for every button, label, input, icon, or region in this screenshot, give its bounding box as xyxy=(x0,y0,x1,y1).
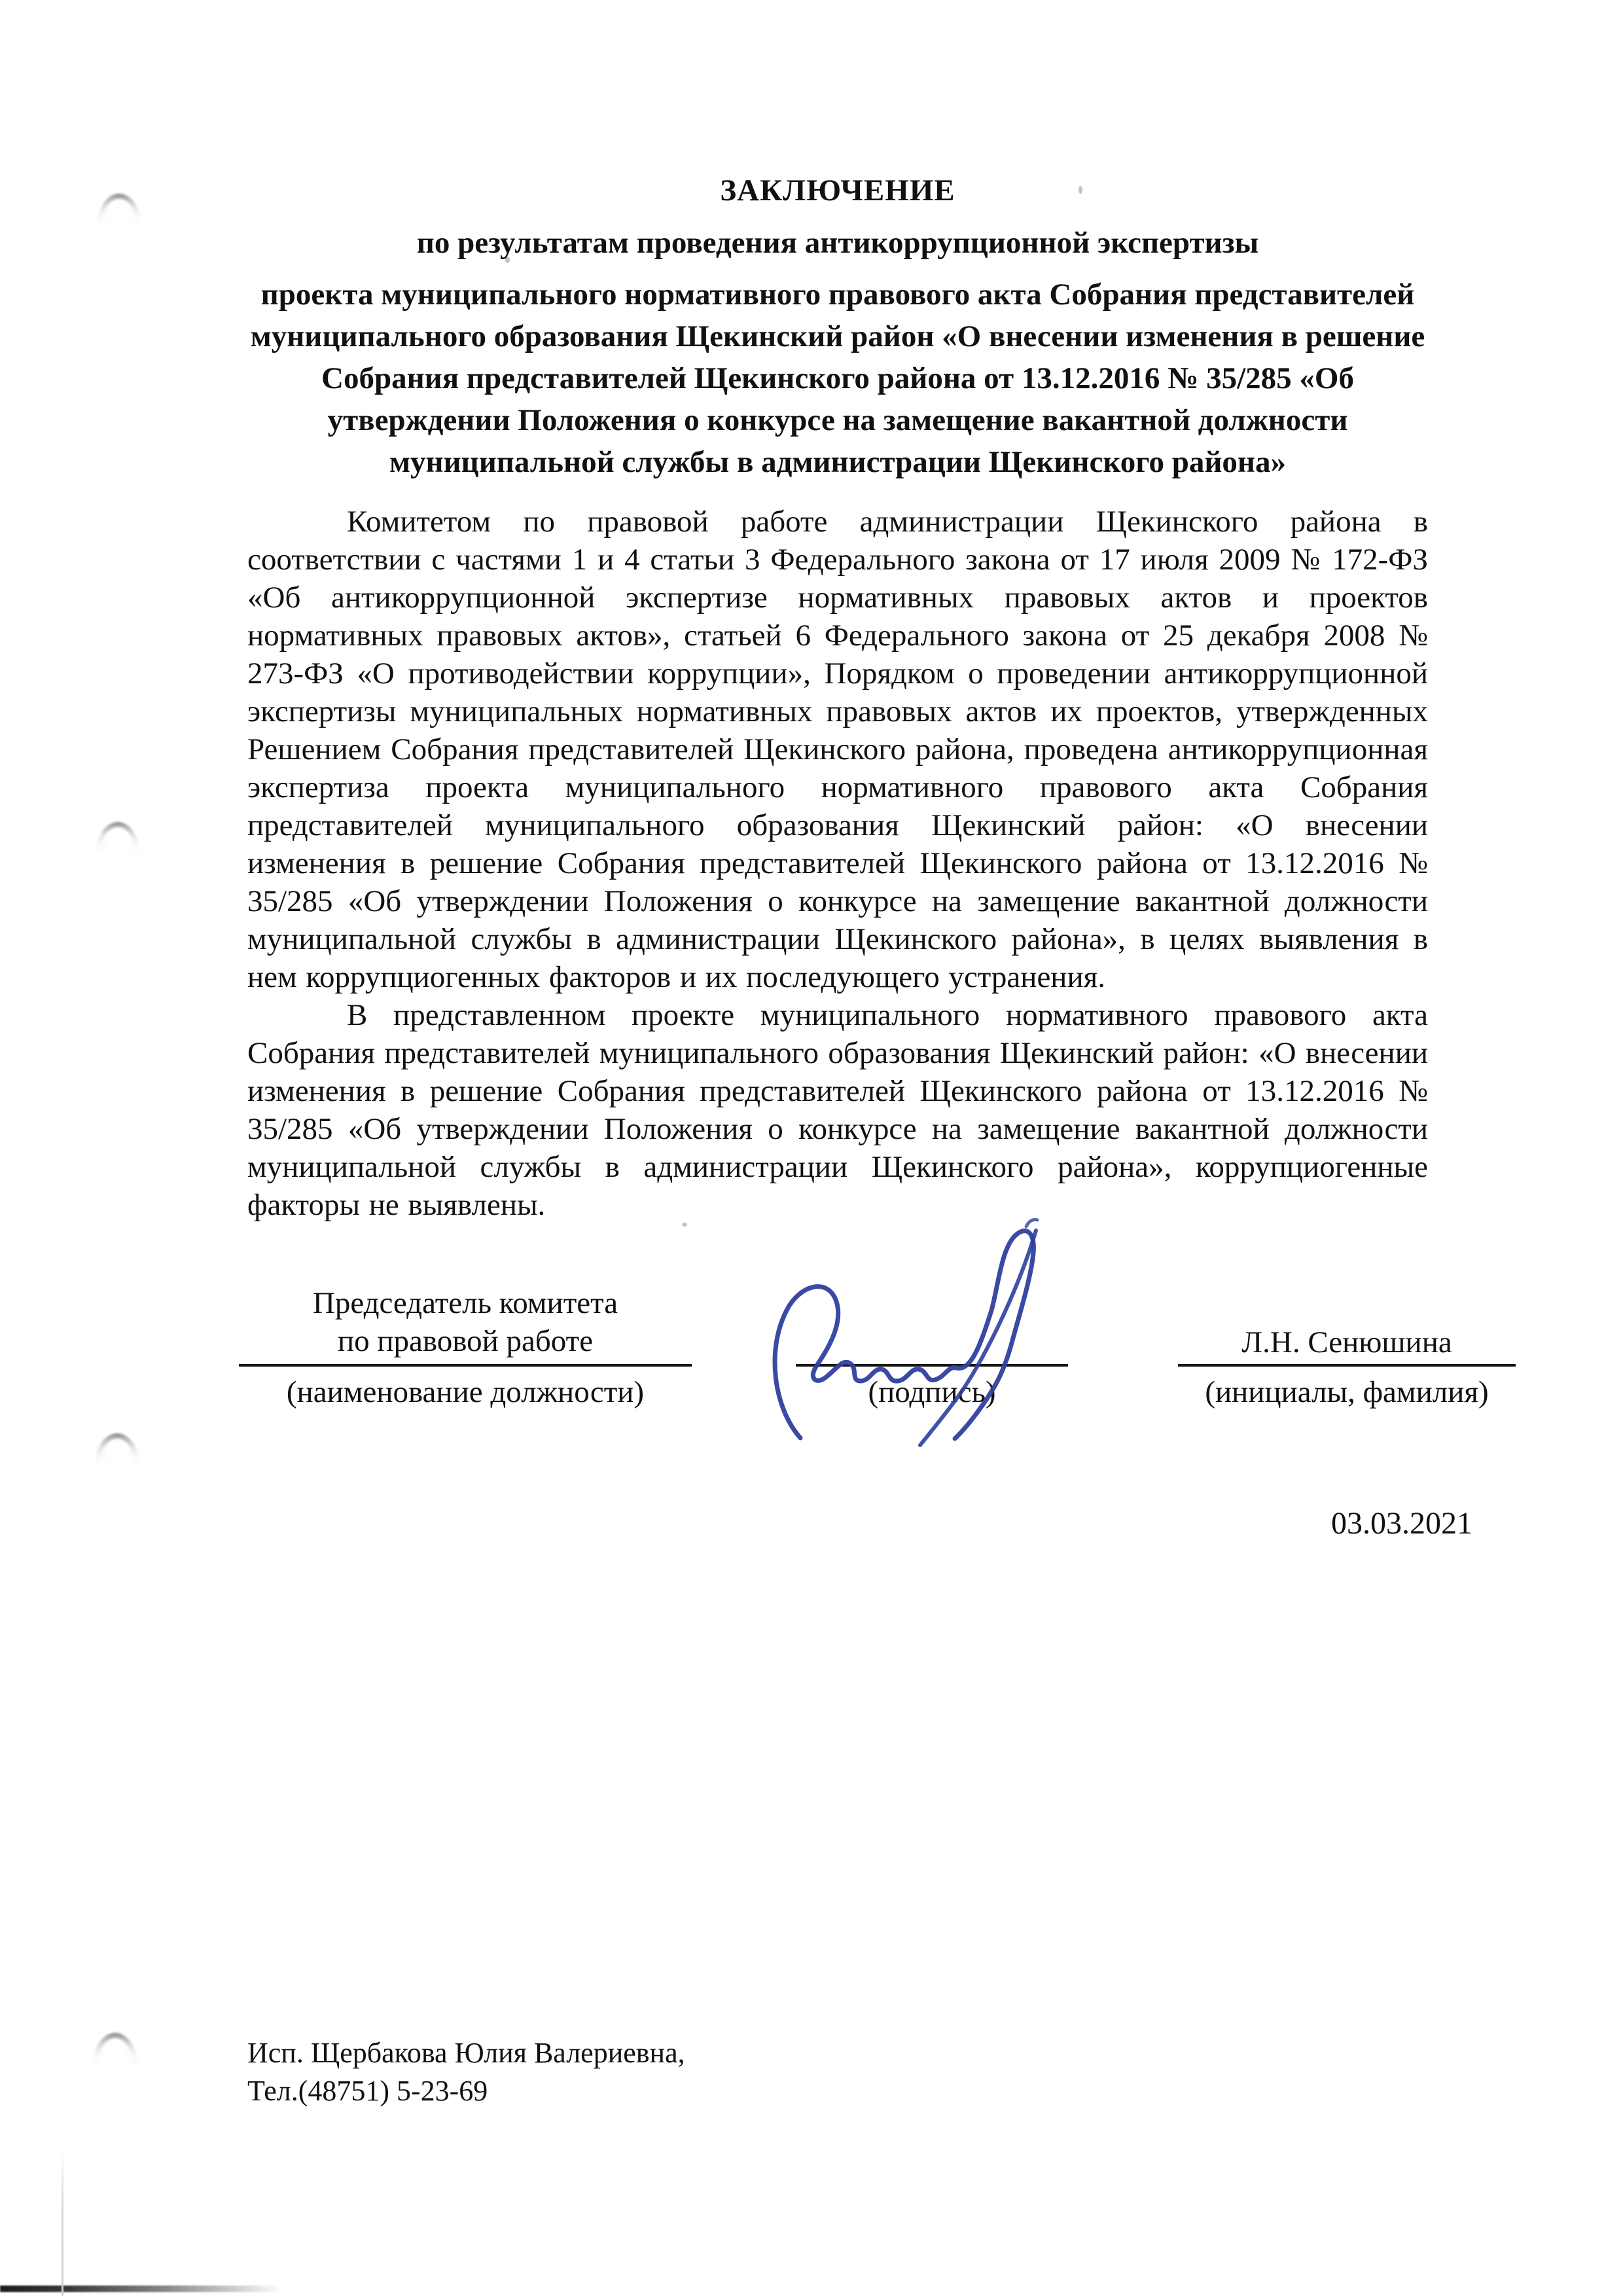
executor-name-line: Исп. Щербакова Юлия Валериевна, xyxy=(247,2037,685,2069)
signature-caption: (подпись) xyxy=(868,1375,996,1409)
hole-punch-mark xyxy=(96,822,140,855)
signature-position-column xyxy=(239,1284,692,1360)
position-rule xyxy=(239,1364,692,1367)
signature-autograph-ink xyxy=(738,1212,1118,1454)
executor-block xyxy=(247,2034,685,2110)
document-title: ЗАКЛЮЧЕНИЕ xyxy=(720,173,955,207)
position-text-line1: Председатель комитета xyxy=(312,1286,618,1320)
body-paragraph-1: Комитетом по правовой работе администрации Щекинского района в соответствии с частями 1 и 4 статьи 3 Федерального закона от 17 июля 2009 № 172-ФЗ «Об антикоррупционной экспертизе нормативных правовых актов и проектов нормативных правовых актов», статьей 6 Федерального закона от 25 декабря 2008 № 273-ФЗ «О противодействии коррупции», Порядком о проведении антикоррупционной экспертизы муниципальных нормативных правовых актов их проектов, утвержденных Решением Собрания представителей Щекинского района, проведена антикоррупционная экспертиза проекта муниципального нормативного правового акта Собрания представителей муниципального образования Щекинский район: «О внесении изменения в решение Собрания представителей Щекинского района от 13.12.2016 № 35/285 «Об утверждении Положения о конкурсе на замещение вакантной должности муниципальной службы в администрации Щекинского района», в целях выявления в нем коррупциогенных факторов и их последующего устранения. xyxy=(247,505,1428,994)
document-subject: проекта муниципального нормативного правового акта Собрания представителей муниципального образования Щекинский район «О внесении изменения в решение Собрания представителей Щекинского района от 13.12.2016 № 35/285 «Об утверждении Положения о конкурсе на замещение вакантной должности муниципальной службы в администрации Щекинского района» xyxy=(250,278,1425,479)
name-rule xyxy=(1178,1364,1516,1367)
body-paragraph-2: В представленном проекте муниципального нормативного правового акта Собрания представителей муниципального образования Щекинский район: «О внесении изменения в решение Собрания представителей Щекинского района от 13.12.2016 № 35/285 «Об утверждении Положения о конкурсе на замещение вакантной должности муниципальной службы в администрации Щекинского района», коррупциогенные факторы не выявлены. xyxy=(247,998,1428,1222)
hole-punch-mark xyxy=(94,1433,140,1467)
hole-punch-mark xyxy=(97,194,141,226)
position-text-line2: по правовой работе xyxy=(337,1324,594,1358)
name-caption: (инициалы, фамилия) xyxy=(1205,1375,1489,1409)
executor-phone-line: Тел.(48751) 5-23-69 xyxy=(247,2075,488,2107)
scan-smudge xyxy=(0,2286,281,2292)
signatory-name: Л.Н. Сенюшина xyxy=(1241,1325,1452,1359)
document-content xyxy=(247,0,1428,1224)
position-caption: (наименование должности) xyxy=(286,1375,645,1409)
hole-punch-mark xyxy=(92,2033,138,2067)
signature-rule xyxy=(796,1364,1068,1367)
document-subtitle: по результатам проведения антикоррупционной экспертизы xyxy=(416,226,1259,260)
page-edge-line xyxy=(62,2147,63,2296)
document-date: 03.03.2021 xyxy=(1331,1506,1472,1541)
